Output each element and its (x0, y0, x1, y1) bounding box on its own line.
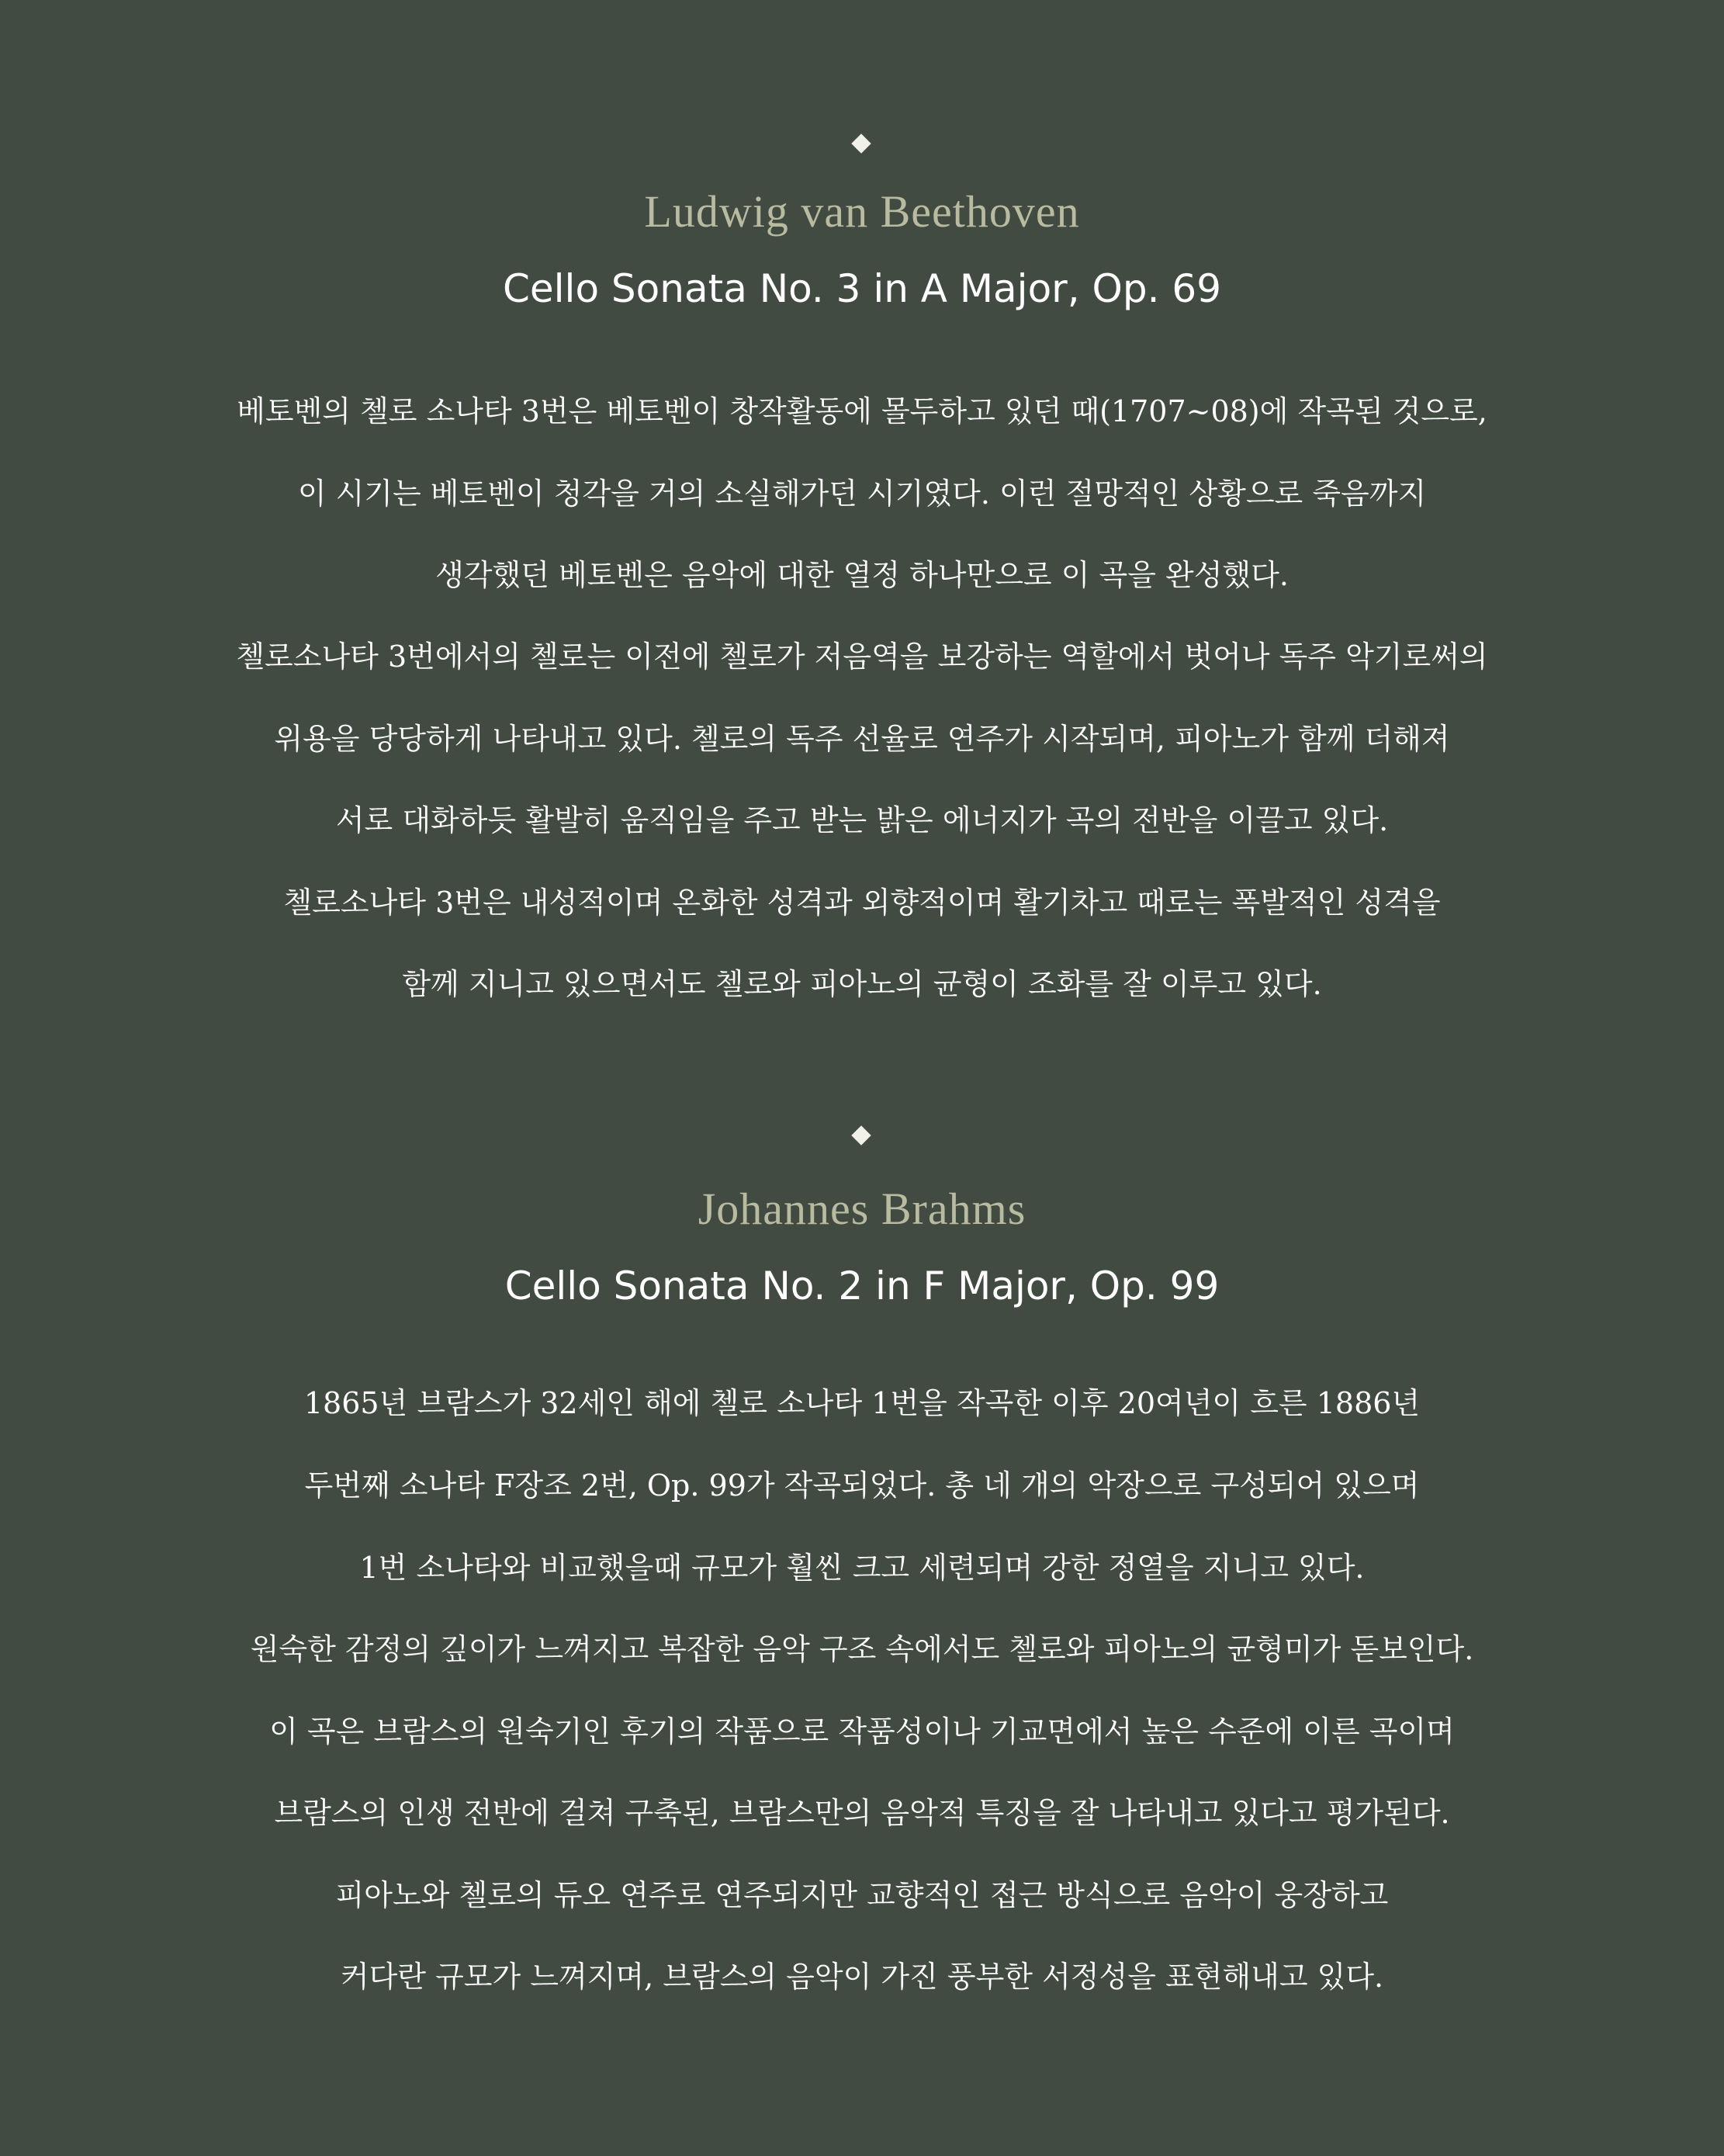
paragraph-line: 이 곡은 브람스의 원숙기인 후기의 작품으로 작품성이나 기교면에서 높은 수준에 이른 곡이며 (269, 1714, 1455, 1749)
brahms-section (0, 1071, 1724, 2156)
diamond-ornament-icon (851, 133, 871, 153)
paragraph-line: 피아노와 첼로의 듀오 연주로 연주되지만 교향적인 접근 방식으로 음악이 웅장하고 (335, 1878, 1389, 1912)
composer-name: Johannes Brahms (698, 1184, 1026, 1234)
paragraph-line: 이 시기는 베토벤이 청각을 거의 소실해가던 시기였다. 이런 절망적인 상황으로 죽음까지 (297, 477, 1427, 511)
composer-name: Ludwig van Beethoven (644, 186, 1080, 237)
diamond-ornament-icon (851, 1125, 871, 1145)
work-title: Cello Sonata No. 2 in F Major, Op. 99 (504, 1263, 1220, 1309)
paragraph-line: 커다란 규모가 느껴지며, 브람스의 음악이 가진 풍부한 서정성을 표현해내고 있다. (340, 1960, 1384, 1994)
paragraph-line: 첼로소나타 3번에서의 첼로는 이전에 첼로가 저음역을 보강하는 역할에서 벗어나 독주 악기로써의 (236, 640, 1488, 674)
paragraph-line: 첼로소나타 3번은 내성적이며 온화한 성격과 외향적이며 활기차고 때로는 폭발적인 성격을 (283, 886, 1441, 920)
paragraph-line: 1865년 브람스가 32세인 해에 첼로 소나타 1번을 작곡한 이후 20여년이 흐른 1886년 (303, 1386, 1421, 1420)
paragraph-line: 두번째 소나타 F장조 2번, Op. 99가 작곡되었다. 총 네 개의 악장으로 구성되어 있으며 (304, 1468, 1420, 1503)
beethoven-section (0, 0, 1724, 1071)
paragraph-line: 생각했던 베토벤은 음악에 대한 열정 하나만으로 이 곡을 완성했다. (435, 558, 1289, 592)
paragraph-line: 원숙한 감정의 깊이가 느껴지고 복잡한 음악 구조 속에서도 첼로와 피아노의 균형미가 돋보인다. (250, 1632, 1474, 1666)
work-title: Cello Sonata No. 3 in A Major, Op. 69 (502, 266, 1222, 311)
paragraph-line: 베토벤의 첼로 소나타 3번은 베토벤이 창작활동에 몰두하고 있던 때(1707~08)에 작곡된 것으로, (237, 394, 1487, 428)
paragraph-line: 1번 소나타와 비교했을때 규모가 훨씬 크고 세련되며 강한 정열을 지니고 있다. (359, 1551, 1365, 1585)
paragraph-line: 브람스의 인생 전반에 걸쳐 구축된, 브람스만의 음악적 특징을 잘 나타내고 있다고 평가된다. (274, 1796, 1450, 1830)
paragraph-line: 위용을 당당하게 나타내고 있다. 첼로의 독주 선율로 연주가 시작되며, 피아노가 함께 더해져 (274, 722, 1450, 756)
paragraph-line: 서로 대화하듯 활발히 움직임을 주고 받는 밝은 에너지가 곡의 전반을 이끌고 있다. (335, 803, 1389, 837)
paragraph-line: 함께 지니고 있으면서도 첼로와 피아노의 균형이 조화를 잘 이루고 있다. (402, 967, 1322, 1001)
